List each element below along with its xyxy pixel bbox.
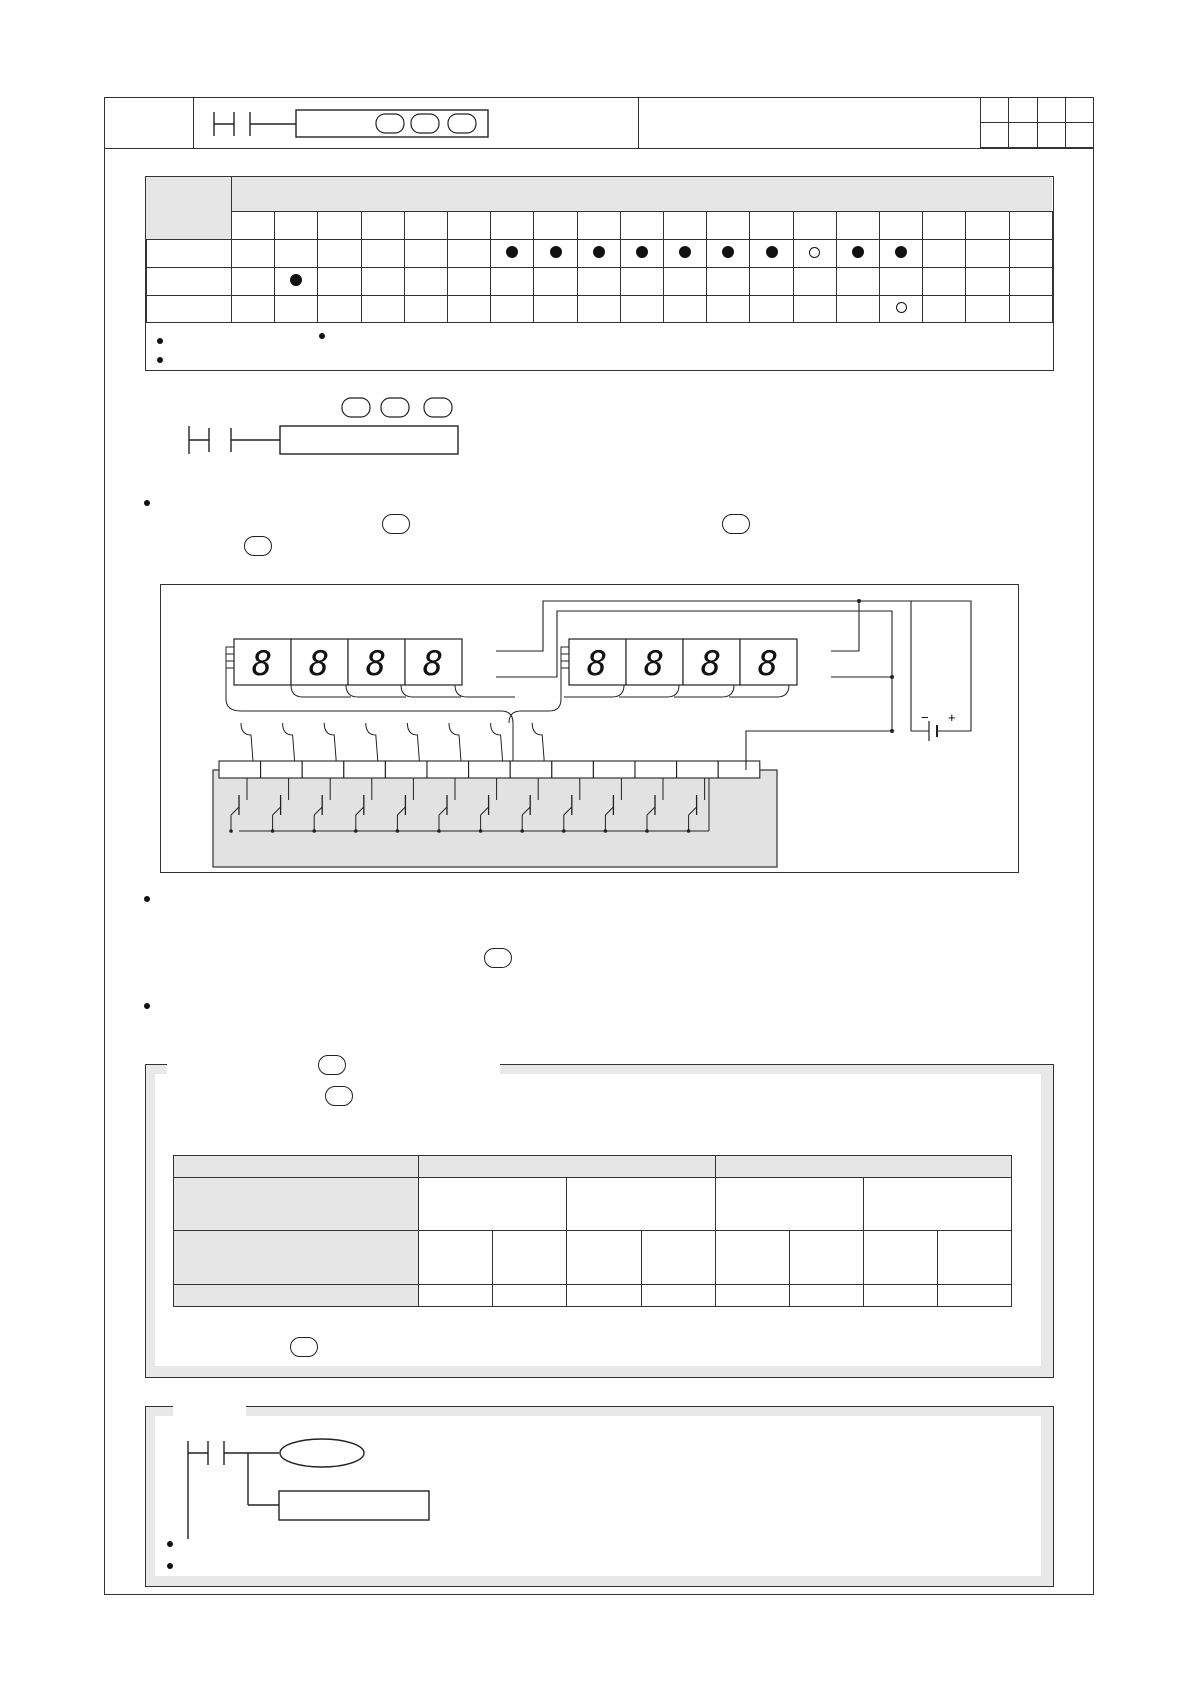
operand-cell <box>232 240 275 268</box>
operand-cell <box>1009 240 1052 268</box>
header-corner-grid <box>980 97 1094 148</box>
terminal-block <box>427 761 469 778</box>
seven-segment-digit: 8 <box>422 644 444 684</box>
operand-row-1 <box>232 240 1053 268</box>
operand-cell <box>707 296 750 323</box>
operand-cell <box>966 240 1009 268</box>
seven-segment-digit: 8 <box>643 644 665 684</box>
terminal-block <box>718 761 760 778</box>
operand-cell <box>448 268 491 296</box>
operand-cell <box>491 268 534 296</box>
operand-grid <box>231 211 1053 323</box>
terminal-block <box>510 761 552 778</box>
supported-filled-mark <box>506 246 518 258</box>
bus-wire <box>674 685 734 697</box>
note-bullet-2 <box>319 333 325 339</box>
terminal-block <box>469 761 511 778</box>
operand-cell <box>923 296 966 323</box>
terminal-block <box>261 761 303 778</box>
supported-filled-mark <box>679 246 691 258</box>
header-divider-2 <box>638 97 639 148</box>
terminal-block <box>552 761 594 778</box>
operand-cell <box>275 240 318 268</box>
operand-cell <box>448 296 491 323</box>
operand-cell <box>923 240 966 268</box>
operand-cell <box>966 268 1009 296</box>
operand-cell <box>793 296 836 323</box>
operand-cell <box>577 268 620 296</box>
operand-row-3 <box>232 296 1053 323</box>
operand-cell <box>880 240 923 268</box>
note-bullet-1 <box>157 338 163 344</box>
supported-filled-mark <box>766 246 778 258</box>
settings-table <box>173 1155 1012 1307</box>
example-panel <box>145 1406 1054 1587</box>
supported-filled-mark <box>290 274 302 286</box>
operand-table-header <box>146 177 1052 212</box>
note-bullet-3 <box>157 357 163 363</box>
supported-filled-mark <box>722 246 734 258</box>
bus-wire <box>226 699 513 761</box>
operand-cell <box>880 268 923 296</box>
display-lead <box>561 661 569 699</box>
bus-wire <box>407 723 419 761</box>
operand-cell <box>404 240 447 268</box>
operand-cell <box>664 296 707 323</box>
operand-row-2 <box>232 268 1053 296</box>
battery-plus: + <box>948 710 956 725</box>
junction-dot <box>229 829 233 833</box>
operand-cell <box>750 268 793 296</box>
display-lead <box>561 668 569 699</box>
operand-cell <box>750 296 793 323</box>
operand-oval <box>325 1086 353 1106</box>
operand-cell <box>620 296 663 323</box>
supported-filled-mark <box>593 246 605 258</box>
operand-cell <box>836 240 879 268</box>
wiring-svg <box>161 585 1018 872</box>
operand-cell <box>793 240 836 268</box>
supported-open-mark <box>809 247 820 258</box>
bus-wire <box>401 685 461 697</box>
seven-segment-digit: 8 <box>586 644 608 684</box>
operand-cell <box>923 268 966 296</box>
operand-cell <box>1009 296 1052 323</box>
bus-wire <box>324 723 336 761</box>
para-bullet-1 <box>144 500 150 506</box>
bus-wire <box>532 723 544 761</box>
operand-table-corner <box>146 177 232 240</box>
operand-cell <box>448 240 491 268</box>
bus-wire <box>509 699 561 723</box>
example-bullet-1 <box>167 1541 173 1547</box>
bus-wire <box>491 723 503 761</box>
supported-open-mark <box>896 302 907 313</box>
seven-segment-digit: 8 <box>365 644 387 684</box>
operand-oval <box>722 514 750 534</box>
operand-cell <box>577 240 620 268</box>
operand-cell <box>534 268 577 296</box>
display-lead <box>226 647 234 699</box>
seven-segment-digit: 8 <box>757 644 779 684</box>
operand-cell <box>1009 268 1052 296</box>
seven-segment-digit: 8 <box>700 644 722 684</box>
bus-wire <box>346 685 406 697</box>
seven-segment-digit: 8 <box>308 644 330 684</box>
bus-wire <box>449 723 461 761</box>
supported-filled-mark <box>852 246 864 258</box>
bus-wire <box>619 685 679 697</box>
operand-oval <box>318 1055 346 1075</box>
operand-cell <box>707 240 750 268</box>
operand-cell <box>664 268 707 296</box>
operand-oval <box>382 514 410 534</box>
bus-wire <box>455 685 515 697</box>
operand-cell <box>361 268 404 296</box>
operand-cell <box>318 240 361 268</box>
operand-cell <box>836 268 879 296</box>
bus-wire <box>283 723 295 761</box>
terminal-block <box>385 761 427 778</box>
operand-cell <box>491 296 534 323</box>
bus-wire <box>564 685 624 697</box>
supported-filled-mark <box>895 246 907 258</box>
terminal-block <box>677 761 719 778</box>
operand-cell <box>966 296 1009 323</box>
battery-minus: − <box>921 710 929 725</box>
bus-wire <box>366 723 378 761</box>
display-lead <box>561 647 569 699</box>
para-bullet-2 <box>144 896 150 902</box>
display-lead <box>226 661 234 699</box>
header-divider-1 <box>193 97 194 148</box>
operand-row-labels <box>146 239 232 323</box>
terminal-block <box>219 761 261 778</box>
operand-cell <box>404 296 447 323</box>
terminal-block <box>593 761 635 778</box>
operand-cell <box>491 240 534 268</box>
terminal-block <box>302 761 344 778</box>
operand-cell <box>318 296 361 323</box>
operand-cell <box>404 268 447 296</box>
operand-oval <box>290 1337 318 1357</box>
instruction-ladder <box>185 396 465 460</box>
operand-oval <box>244 536 272 556</box>
operand-cell <box>793 268 836 296</box>
operand-cell <box>534 296 577 323</box>
wiring-diagram <box>160 584 1019 873</box>
supported-filled-mark <box>550 246 562 258</box>
operand-cell <box>318 268 361 296</box>
operand-oval <box>484 948 512 968</box>
operand-cell <box>232 296 275 323</box>
operand-cell <box>707 268 750 296</box>
bus-wire <box>241 723 253 761</box>
operand-cell <box>880 296 923 323</box>
operand-cell <box>361 240 404 268</box>
display-lead <box>226 668 234 699</box>
operand-cell <box>534 240 577 268</box>
settings-panel <box>145 1064 1054 1378</box>
supported-filled-mark <box>636 246 648 258</box>
para-bullet-3 <box>144 1003 150 1009</box>
operand-cell <box>620 240 663 268</box>
operand-cell <box>361 296 404 323</box>
bus-wire <box>729 685 789 697</box>
example-bullet-2 <box>167 1563 173 1569</box>
header-ladder-icon <box>210 106 500 140</box>
operand-cell <box>577 296 620 323</box>
operand-cell <box>620 268 663 296</box>
seven-segment-digit: 8 <box>251 644 273 684</box>
bus-wire <box>291 685 351 697</box>
operand-cell <box>232 268 275 296</box>
example-ladder <box>186 1435 446 1539</box>
operand-cell <box>836 296 879 323</box>
terminal-block <box>635 761 677 778</box>
operand-cell <box>750 240 793 268</box>
operand-cell <box>275 296 318 323</box>
operand-cell <box>664 240 707 268</box>
operand-table <box>145 176 1054 371</box>
terminal-block <box>344 761 386 778</box>
operand-cell <box>275 268 318 296</box>
